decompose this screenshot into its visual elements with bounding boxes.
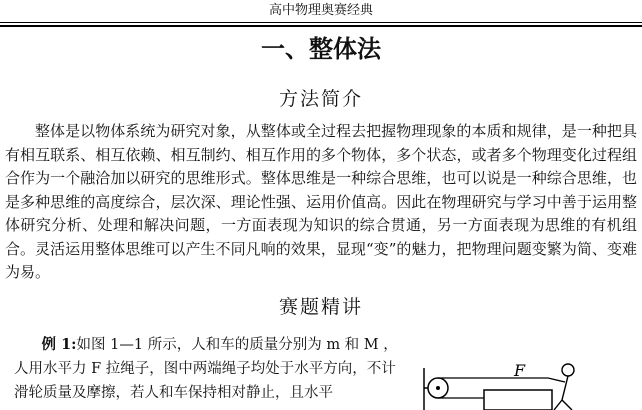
example-text: 如图 1—1 所示，人和车的质量分别为 m 和 M ，人用水平力 F 拉绳子，图中两端绳子均处于水平方向，不计滑轮质量及摩擦，若人和车保持相对静止，且水平 [14,337,398,401]
force-label: F [514,361,526,380]
header-rule-thick [0,25,642,27]
example-1 [14,333,406,405]
example-label: 例 1: [41,336,77,353]
figure-1-1 [422,360,602,410]
running-header: 高中物理奥赛经典 [268,3,373,18]
person-leg-right [562,400,572,410]
person-body [562,376,568,400]
intro-paragraph: 整体是以物体系统为研究对象，从整体或全过程去把握物理现象的本质和规律，是一种把具有相互联系、相互依赖、相互制约、相互作用的多个物体，多个状态，或者多个物理变化过程组合作为一个融洽加以研究的思维形式。整体思维是一种综合思维，也可以说是一种综合思维，也是多种思维的高度综合，层次深、理论性强、运用价值高。因此在物理研究与学习中善于运用整体研究分析、处理和解决问题，一方面表现为知识的综合贯通，另一方面表现为思维的有机组合。灵活运用整体思维可以产生不同凡响的效果，显现“变”的魅力，把物理问题变繁为简、变难为易。 [5,122,637,281]
header-rule-thin [0,22,642,23]
person-head-icon [562,364,574,376]
pulley-axle [436,386,440,390]
section-heading-intro: 方法简介 [278,88,363,110]
person-leg-left [554,400,562,410]
chapter-title: 一、整体法 [261,35,381,63]
person-arm [548,378,565,382]
cart-body [484,390,552,410]
section-heading-problems: 赛题精讲 [278,296,363,318]
